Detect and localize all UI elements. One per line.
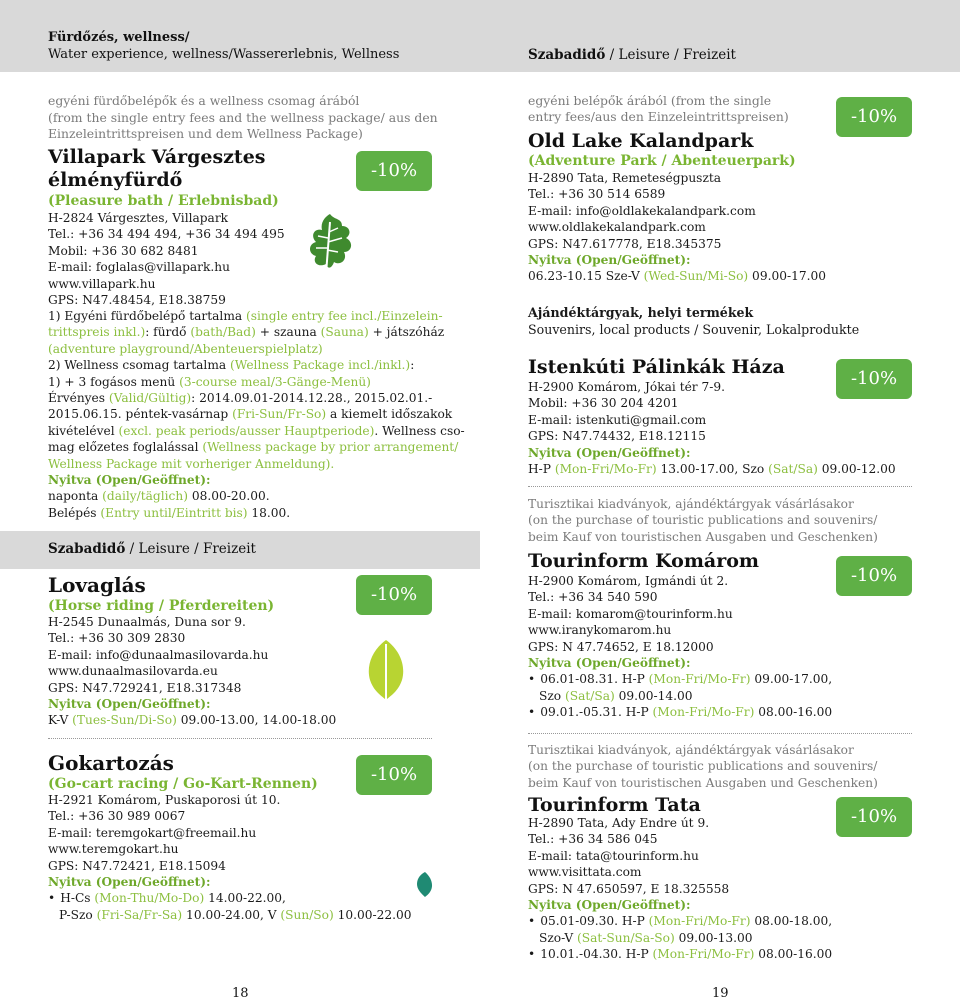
lovaglas-name: Lovaglás: [48, 573, 146, 597]
tik-contact: H-2900 Komárom, Igmándi út 2. Tel.: +36 34 540 590 E-mail: komarom@tourinform.hu www.iranykomarom.hu GPS: N 47.74652, E 18.12000 Nyitva (Open/Geöffnet): • 06.01-08.31. H-P (Mon-Fri/Mo-Fr) 09.00-17.00, Szo (Sat/Sa) 09.00-14.00 • 09.01.-05.31. H-P (Mon-Fri/Mo-Fr) 08.00-16.00: [528, 573, 832, 721]
discount-badge: -10%: [836, 556, 912, 596]
oldlake-name: Old Lake Kalandpark: [528, 130, 754, 152]
discount-badge: -10%: [356, 151, 432, 191]
leisure-category: Szabadidő / Leisure / Freizeit: [48, 541, 256, 557]
tit-intro: Turisztikai kiadványok, ajándéktárgyak vásárlásakor (on the purchase of touristic publications and souvenirs/ beim Kauf von touristischen Ausgaben und Geschenken): [528, 743, 878, 790]
tit-contact: H-2890 Tata, Ady Endre út 9. Tel.: +36 34 586 045 E-mail: tata@tourinform.hu www.visittata.com GPS: N 47.650597, E 18.325558 Nyitva (Open/Geöffnet): • 05.01-09.30. H-P (Mon-Fri/Mo-Fr) 08.00-18.00, Szo-V (Sat-Sun/Sa-So) 09.00-13.00 • 10.01.-04.30. H-P (Mon-Fri/Mo-Fr) 08.00-16.00: [528, 815, 832, 963]
palinka-name: Istenkúti Pálinkák Háza: [528, 356, 785, 378]
tik-intro: Turisztikai kiadványok, ajándéktárgyak vásárlásakor (on the purchase of touristic publications and souvenirs/ beim Kauf von touristischen Ausgaben und Geschenken): [528, 497, 878, 544]
gokart-subtitle: (Go-cart racing / Go-Kart-Rennen): [48, 776, 318, 792]
lovaglas-subtitle: (Horse riding / Pferdereiten): [48, 598, 275, 614]
lovaglas-contact: H-2545 Dunaalmás, Duna sor 9. Tel.: +36 30 309 2830 E-mail: info@dunaalmasilovarda.hu www.dunaalmasilovarda.eu GPS: N47.729241, E18.317348 Nyitva (Open/Geöffnet): K-V (Tues-Sun/Di-So) 09.00-13.00, 14.00-18.00: [48, 615, 337, 728]
palinka-contact: H-2900 Komárom, Jókai tér 7-9. Mobil: +36 30 204 4201 E-mail: istenkuti@gmail.com GPS: N47.74432, E18.12115 Nyitva (Open/Geöffnet): H-P (Mon-Fri/Mo-Fr) 13.00-17.00, Szo (Sat/Sa) 09.00-12.00: [528, 380, 896, 477]
divider: [528, 486, 912, 487]
oldlake-intro: egyéni belépők árából (from the single entry fees/aus den Einzeleintrittspreisen): [528, 93, 789, 125]
oldlake-contact: H-2890 Tata, Remeteségpuszta Tel.: +36 30 514 6589 E-mail: info@oldlakekalandpark.com www.oldlakekalandpark.com GPS: N47.617778, E18.345375 Nyitva (Open/Geöffnet): 06.23-10.15 Sze-V (Wed-Sun/Mi-So) 09.00-17.00: [528, 171, 826, 284]
tik-name: Tourinform Komárom: [528, 550, 760, 572]
discount-badge: -10%: [356, 755, 432, 795]
divider: [528, 733, 912, 734]
lime-leaf-icon: [364, 638, 408, 702]
page-number: 18: [232, 986, 249, 1001]
oldlake-subtitle: (Adventure Park / Abenteuerpark): [528, 153, 796, 169]
header-subtitle: Water experience, wellness/Wassererlebnis, Wellness: [48, 47, 400, 62]
discount-badge: -10%: [836, 359, 912, 399]
leisure-category: Szabadidő / Leisure / Freizeit: [528, 47, 736, 63]
villapark-name: Villapark Várgesztes élményfürdő: [48, 146, 266, 191]
teal-leaf-icon: [414, 870, 436, 898]
villapark-subtitle: (Pleasure bath / Erlebnisbad): [48, 193, 279, 209]
villapark-intro: egyéni fürdőbelépők és a wellness csomag árából (from the single entry fees and the wellness package/ aus den Einzeleintrittspreisen und dem Wellness Package): [48, 93, 438, 142]
gokart-name: Gokartozás: [48, 751, 174, 775]
divider: [48, 738, 432, 739]
page-number: 19: [712, 986, 729, 1001]
gifts-title: Ajándéktárgyak, helyi termékek: [528, 305, 754, 320]
villapark-contact: H-2824 Várgesztes, Villapark Tel.: +36 34 494 494, +36 34 494 495 Mobil: +36 30 682 8481 E-mail: foglalas@villapark.hu www.villapark.hu GPS: N47.48454, E18.38759: [48, 211, 285, 308]
discount-badge: -10%: [356, 575, 432, 615]
header-title: Fürdőzés, wellness/: [48, 30, 190, 45]
tit-name: Tourinform Tata: [528, 794, 701, 816]
gifts-subtitle: Souvenirs, local products / Souvenir, Lokalprodukte: [528, 322, 860, 337]
villapark-offer: 1) Egyéni fürdőbelépő tartalma (single entry fee incl./Einzelein- trittspreis inkl.): fürdő (bath/Bad) + szauna (Sauna) + játszóház (adventure playground/Abenteuerspielplatz) 2) Wellness csomag tartalma (Wellness Package incl./inkl.): 1) + 3 fogásos menü (3-course meal/3-Gänge-Menü) Érvényes (Valid/Gültig): 2014.09.01-2014.12.28., 2015.02.01.- 2015.06.15. péntek-vasárnap (Fri-Sun/Fr-So) a kiemelt időszakok kivételével (excl. peak periods/ausser Hauptperiode). Wellness cso- mag előzetes foglalással (Wellness package by prior arrangement/ Wellness Package mit vorheriger Anmeldung). Nyitva (Open/Geöffnet): naponta (daily/täglich) 08.00-20.00. Belépés (Entry until/Eintritt bis) 18.00.: [48, 309, 465, 520]
right-page: [480, 0, 960, 1005]
discount-badge: -10%: [836, 97, 912, 137]
gokart-contact: H-2921 Komárom, Puskaporosi út 10. Tel.: +36 30 989 0067 E-mail: teremgokart@freemail.hu www.teremgokart.hu GPS: N47.72421, E18.15094 Nyitva (Open/Geöffnet): • H-Cs (Mon-Thu/Mo-Do) 14.00-22.00, P-Szo (Fri-Sa/Fr-Sa) 10.00-24.00, V (Sun/So) 10.00-22.00: [48, 792, 412, 923]
discount-badge: -10%: [836, 797, 912, 837]
oak-leaf-icon: [304, 212, 356, 276]
